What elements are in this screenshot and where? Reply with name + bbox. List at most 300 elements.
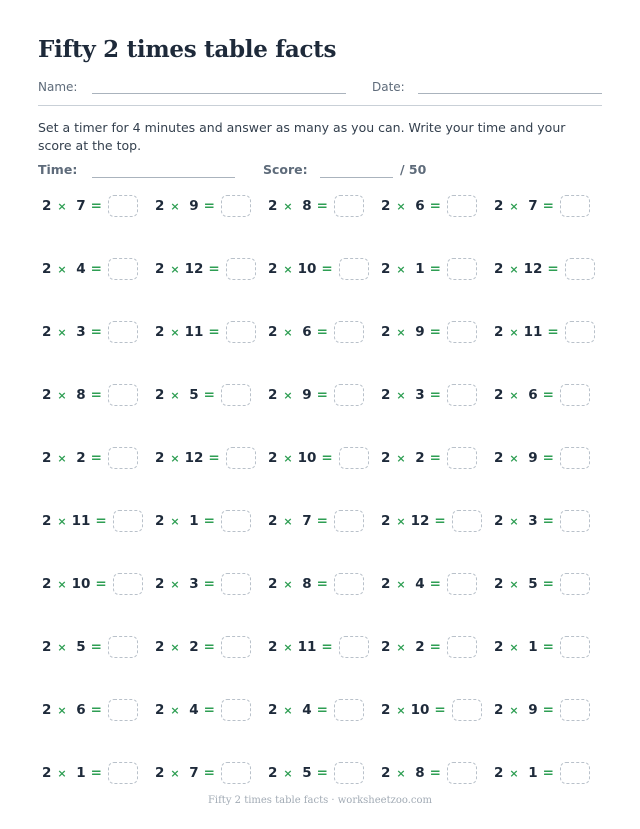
multiplicand: 2 <box>268 324 278 340</box>
multiplier: 10 <box>410 702 430 718</box>
multiplicand: 2 <box>42 450 52 466</box>
multiplicand: 2 <box>494 639 504 655</box>
answer-box[interactable] <box>108 762 138 784</box>
times-sign: × <box>396 640 406 654</box>
multiplicand: 2 <box>155 450 165 466</box>
answer-box[interactable] <box>447 321 477 343</box>
multiplicand: 2 <box>42 324 52 340</box>
multiplicand: 2 <box>155 765 165 781</box>
answer-box[interactable] <box>108 447 138 469</box>
times-sign: × <box>57 325 67 339</box>
multiplicand: 2 <box>381 702 391 718</box>
problem-item <box>377 696 490 724</box>
multiplier: 9 <box>528 702 538 718</box>
times-sign: × <box>170 388 180 402</box>
times-sign: × <box>170 514 180 528</box>
answer-box[interactable] <box>447 195 477 217</box>
multiplier: 3 <box>189 576 199 592</box>
problem-item <box>151 318 264 346</box>
multiplier: 6 <box>302 324 312 340</box>
problem-item <box>151 444 264 472</box>
problem-item <box>377 444 490 472</box>
multiplicand: 2 <box>42 198 52 214</box>
multiplicand: 2 <box>381 324 391 340</box>
times-sign: × <box>283 262 293 276</box>
answer-box[interactable] <box>447 573 477 595</box>
problem-item <box>38 633 151 661</box>
multiplicand: 2 <box>268 576 278 592</box>
time-score-row <box>38 162 602 182</box>
multiplicand: 2 <box>494 324 504 340</box>
times-sign: × <box>509 199 519 213</box>
times-sign: × <box>509 514 519 528</box>
times-sign: × <box>170 766 180 780</box>
times-sign: × <box>57 640 67 654</box>
page-title: Fifty 2 times table facts <box>38 36 337 63</box>
multiplier: 11 <box>184 324 204 340</box>
footer: Fifty 2 times table facts · worksheetzoo.com <box>207 795 433 806</box>
name-date-row <box>38 80 602 98</box>
problem-item <box>264 759 377 787</box>
answer-box[interactable] <box>108 699 138 721</box>
multiplier: 2 <box>76 450 86 466</box>
answer-box[interactable] <box>221 573 251 595</box>
answer-box[interactable] <box>334 699 364 721</box>
equals-sign: = <box>90 450 102 466</box>
answer-box[interactable] <box>560 573 590 595</box>
times-sign: × <box>283 325 293 339</box>
answer-box[interactable] <box>452 699 482 721</box>
multiplier: 12 <box>523 261 543 277</box>
times-sign: × <box>396 577 406 591</box>
answer-box[interactable] <box>447 258 477 280</box>
answer-box[interactable] <box>565 258 595 280</box>
multiplicand: 2 <box>494 702 504 718</box>
equals-sign: = <box>434 702 446 718</box>
problem-item <box>490 696 603 724</box>
multiplier: 5 <box>189 387 199 403</box>
equals-sign: = <box>542 387 554 403</box>
times-sign: × <box>57 766 67 780</box>
equals-sign: = <box>316 198 328 214</box>
equals-sign: = <box>542 198 554 214</box>
answer-box[interactable] <box>108 321 138 343</box>
equals-sign: = <box>429 576 441 592</box>
multiplicand: 2 <box>381 450 391 466</box>
equals-sign: = <box>203 765 215 781</box>
times-sign: × <box>509 388 519 402</box>
problem-item <box>38 255 151 283</box>
multiplicand: 2 <box>155 387 165 403</box>
answer-box[interactable] <box>226 447 256 469</box>
multiplier: 11 <box>297 639 317 655</box>
times-sign: × <box>396 199 406 213</box>
problem-item <box>38 444 151 472</box>
times-sign: × <box>283 577 293 591</box>
multiplicand: 2 <box>494 261 504 277</box>
problem-item <box>38 570 151 598</box>
equals-sign: = <box>321 639 333 655</box>
multiplier: 7 <box>302 513 312 529</box>
times-sign: × <box>170 577 180 591</box>
answer-box[interactable] <box>108 258 138 280</box>
score-field[interactable] <box>320 177 393 178</box>
times-sign: × <box>57 514 67 528</box>
multiplier: 1 <box>189 513 199 529</box>
multiplicand: 2 <box>42 387 52 403</box>
multiplier: 12 <box>184 450 204 466</box>
answer-box[interactable] <box>334 510 364 532</box>
times-sign: × <box>509 703 519 717</box>
times-sign: × <box>57 577 67 591</box>
problem-item <box>377 759 490 787</box>
problem-item <box>38 759 151 787</box>
answer-box[interactable] <box>447 384 477 406</box>
answer-box[interactable] <box>226 321 256 343</box>
answer-box[interactable] <box>452 510 482 532</box>
equals-sign: = <box>203 198 215 214</box>
multiplier: 11 <box>523 324 543 340</box>
multiplier: 7 <box>189 765 199 781</box>
date-field[interactable] <box>418 93 602 94</box>
multiplicand: 2 <box>494 765 504 781</box>
problem-item <box>151 633 264 661</box>
answer-box[interactable] <box>560 636 590 658</box>
multiplicand: 2 <box>42 639 52 655</box>
times-sign: × <box>283 451 293 465</box>
multiplier: 4 <box>415 576 425 592</box>
problem-item <box>151 570 264 598</box>
problem-item <box>264 255 377 283</box>
equals-sign: = <box>429 198 441 214</box>
answer-box[interactable] <box>221 699 251 721</box>
multiplicand: 2 <box>155 261 165 277</box>
multiplicand: 2 <box>494 513 504 529</box>
equals-sign: = <box>542 702 554 718</box>
times-sign: × <box>57 388 67 402</box>
times-sign: × <box>283 703 293 717</box>
multiplier: 9 <box>302 387 312 403</box>
equals-sign: = <box>203 513 215 529</box>
multiplier: 12 <box>410 513 430 529</box>
times-sign: × <box>57 262 67 276</box>
answer-box[interactable] <box>447 762 477 784</box>
problem-item <box>377 318 490 346</box>
multiplicand: 2 <box>268 387 278 403</box>
times-sign: × <box>509 262 519 276</box>
date-label: Date: <box>372 80 405 94</box>
times-sign: × <box>170 640 180 654</box>
problem-item <box>264 507 377 535</box>
problem-item <box>490 444 603 472</box>
problem-item <box>490 318 603 346</box>
equals-sign: = <box>547 324 559 340</box>
equals-sign: = <box>429 639 441 655</box>
multiplicand: 2 <box>268 261 278 277</box>
answer-box[interactable] <box>334 321 364 343</box>
name-label: Name: <box>38 80 78 94</box>
times-sign: × <box>283 199 293 213</box>
equals-sign: = <box>95 513 107 529</box>
multiplicand: 2 <box>381 639 391 655</box>
equals-sign: = <box>208 261 220 277</box>
multiplier: 2 <box>189 639 199 655</box>
equals-sign: = <box>429 387 441 403</box>
times-sign: × <box>396 703 406 717</box>
answer-box[interactable] <box>108 384 138 406</box>
multiplicand: 2 <box>42 513 52 529</box>
time-field[interactable] <box>92 177 235 178</box>
multiplicand: 2 <box>381 765 391 781</box>
problem-item <box>490 192 603 220</box>
equals-sign: = <box>90 261 102 277</box>
equals-sign: = <box>321 450 333 466</box>
times-sign: × <box>396 766 406 780</box>
equals-sign: = <box>90 639 102 655</box>
answer-box[interactable] <box>339 447 369 469</box>
problem-item <box>264 696 377 724</box>
equals-sign: = <box>316 387 328 403</box>
answer-box[interactable] <box>560 510 590 532</box>
problem-item <box>490 381 603 409</box>
multiplier: 5 <box>302 765 312 781</box>
answer-box[interactable] <box>221 510 251 532</box>
answer-box[interactable] <box>226 258 256 280</box>
problem-item <box>490 570 603 598</box>
multiplier: 8 <box>302 576 312 592</box>
equals-sign: = <box>90 198 102 214</box>
equals-sign: = <box>542 450 554 466</box>
score-total: / 50 <box>400 162 427 177</box>
problem-item <box>38 696 151 724</box>
multiplicand: 2 <box>494 387 504 403</box>
answer-box[interactable] <box>113 573 143 595</box>
multiplicand: 2 <box>268 639 278 655</box>
problem-item <box>490 255 603 283</box>
multiplier: 1 <box>528 639 538 655</box>
times-sign: × <box>396 262 406 276</box>
multiplicand: 2 <box>381 576 391 592</box>
problem-item <box>377 255 490 283</box>
multiplicand: 2 <box>155 576 165 592</box>
equals-sign: = <box>542 513 554 529</box>
equals-sign: = <box>203 576 215 592</box>
times-sign: × <box>57 451 67 465</box>
times-sign: × <box>170 451 180 465</box>
multiplicand: 2 <box>155 702 165 718</box>
equals-sign: = <box>203 387 215 403</box>
equals-sign: = <box>208 450 220 466</box>
multiplier: 3 <box>76 324 86 340</box>
score-label: Score: <box>263 162 308 177</box>
answer-box[interactable] <box>339 258 369 280</box>
multiplier: 4 <box>302 702 312 718</box>
times-sign: × <box>170 703 180 717</box>
problem-item <box>377 633 490 661</box>
equals-sign: = <box>429 324 441 340</box>
multiplier: 12 <box>184 261 204 277</box>
multiplier: 7 <box>76 198 86 214</box>
multiplier: 2 <box>415 450 425 466</box>
problem-item <box>151 381 264 409</box>
multiplicand: 2 <box>42 765 52 781</box>
multiplicand: 2 <box>494 198 504 214</box>
multiplier: 1 <box>76 765 86 781</box>
multiplier: 1 <box>528 765 538 781</box>
equals-sign: = <box>316 324 328 340</box>
equals-sign: = <box>429 261 441 277</box>
problem-item <box>264 318 377 346</box>
answer-box[interactable] <box>339 636 369 658</box>
multiplier: 3 <box>528 513 538 529</box>
multiplier: 8 <box>415 765 425 781</box>
times-sign: × <box>509 640 519 654</box>
multiplicand: 2 <box>42 261 52 277</box>
answer-box[interactable] <box>113 510 143 532</box>
equals-sign: = <box>90 387 102 403</box>
problem-item <box>264 570 377 598</box>
times-sign: × <box>509 577 519 591</box>
equals-sign: = <box>316 576 328 592</box>
multiplicand: 2 <box>42 702 52 718</box>
problem-item <box>490 507 603 535</box>
answer-box[interactable] <box>334 384 364 406</box>
multiplicand: 2 <box>494 576 504 592</box>
answer-box[interactable] <box>447 636 477 658</box>
problem-item <box>377 507 490 535</box>
answer-box[interactable] <box>560 762 590 784</box>
multiplier: 8 <box>76 387 86 403</box>
answer-box[interactable] <box>221 195 251 217</box>
time-label: Time: <box>38 162 78 177</box>
problem-item <box>38 507 151 535</box>
multiplier: 9 <box>189 198 199 214</box>
times-sign: × <box>396 388 406 402</box>
problem-item <box>151 696 264 724</box>
multiplier: 11 <box>71 513 91 529</box>
multiplier: 6 <box>76 702 86 718</box>
multiplicand: 2 <box>155 198 165 214</box>
multiplier: 10 <box>71 576 91 592</box>
multiplicand: 2 <box>268 513 278 529</box>
answer-box[interactable] <box>447 447 477 469</box>
multiplicand: 2 <box>494 450 504 466</box>
times-sign: × <box>509 451 519 465</box>
equals-sign: = <box>90 765 102 781</box>
answer-box[interactable] <box>334 762 364 784</box>
equals-sign: = <box>208 324 220 340</box>
equals-sign: = <box>95 576 107 592</box>
multiplier: 6 <box>415 198 425 214</box>
equals-sign: = <box>542 576 554 592</box>
equals-sign: = <box>203 702 215 718</box>
multiplicand: 2 <box>155 513 165 529</box>
multiplier: 6 <box>528 387 538 403</box>
equals-sign: = <box>434 513 446 529</box>
multiplier: 10 <box>297 261 317 277</box>
problem-item <box>38 318 151 346</box>
equals-sign: = <box>203 639 215 655</box>
times-sign: × <box>396 514 406 528</box>
problem-item <box>377 192 490 220</box>
times-sign: × <box>57 199 67 213</box>
times-sign: × <box>283 640 293 654</box>
multiplier: 4 <box>189 702 199 718</box>
equals-sign: = <box>316 765 328 781</box>
equals-sign: = <box>429 765 441 781</box>
answer-box[interactable] <box>221 384 251 406</box>
answer-box[interactable] <box>108 195 138 217</box>
answer-box[interactable] <box>560 699 590 721</box>
multiplier: 4 <box>76 261 86 277</box>
times-sign: × <box>509 325 519 339</box>
answer-box[interactable] <box>560 195 590 217</box>
answer-box[interactable] <box>334 573 364 595</box>
multiplicand: 2 <box>155 324 165 340</box>
multiplicand: 2 <box>155 639 165 655</box>
multiplicand: 2 <box>268 450 278 466</box>
answer-box[interactable] <box>334 195 364 217</box>
problem-grid <box>38 192 602 822</box>
times-sign: × <box>57 703 67 717</box>
equals-sign: = <box>542 639 554 655</box>
answer-box[interactable] <box>221 636 251 658</box>
multiplier: 9 <box>415 324 425 340</box>
multiplier: 10 <box>297 450 317 466</box>
problem-item <box>151 255 264 283</box>
multiplier: 1 <box>415 261 425 277</box>
times-sign: × <box>170 262 180 276</box>
multiplier: 5 <box>528 576 538 592</box>
name-field[interactable] <box>92 93 346 94</box>
equals-sign: = <box>321 261 333 277</box>
multiplicand: 2 <box>42 576 52 592</box>
multiplicand: 2 <box>381 387 391 403</box>
problem-item <box>377 570 490 598</box>
instructions: Set a timer for 4 minutes and answer as many as you can. Write your time and your score at the top. <box>38 120 566 153</box>
multiplier: 2 <box>415 639 425 655</box>
equals-sign: = <box>90 702 102 718</box>
answer-box[interactable] <box>560 447 590 469</box>
problem-item <box>490 759 603 787</box>
problem-item <box>264 633 377 661</box>
times-sign: × <box>170 325 180 339</box>
equals-sign: = <box>429 450 441 466</box>
problem-item <box>264 381 377 409</box>
problem-item <box>38 381 151 409</box>
times-sign: × <box>396 325 406 339</box>
answer-box[interactable] <box>565 321 595 343</box>
answer-box[interactable] <box>108 636 138 658</box>
multiplicand: 2 <box>381 198 391 214</box>
equals-sign: = <box>316 513 328 529</box>
equals-sign: = <box>316 702 328 718</box>
answer-box[interactable] <box>560 384 590 406</box>
answer-box[interactable] <box>221 762 251 784</box>
multiplicand: 2 <box>381 513 391 529</box>
times-sign: × <box>283 514 293 528</box>
times-sign: × <box>509 766 519 780</box>
problem-item <box>151 192 264 220</box>
multiplier: 5 <box>76 639 86 655</box>
multiplier: 7 <box>528 198 538 214</box>
times-sign: × <box>283 766 293 780</box>
equals-sign: = <box>547 261 559 277</box>
problem-item <box>38 192 151 220</box>
times-sign: × <box>170 199 180 213</box>
divider <box>38 105 602 106</box>
problem-item <box>377 381 490 409</box>
